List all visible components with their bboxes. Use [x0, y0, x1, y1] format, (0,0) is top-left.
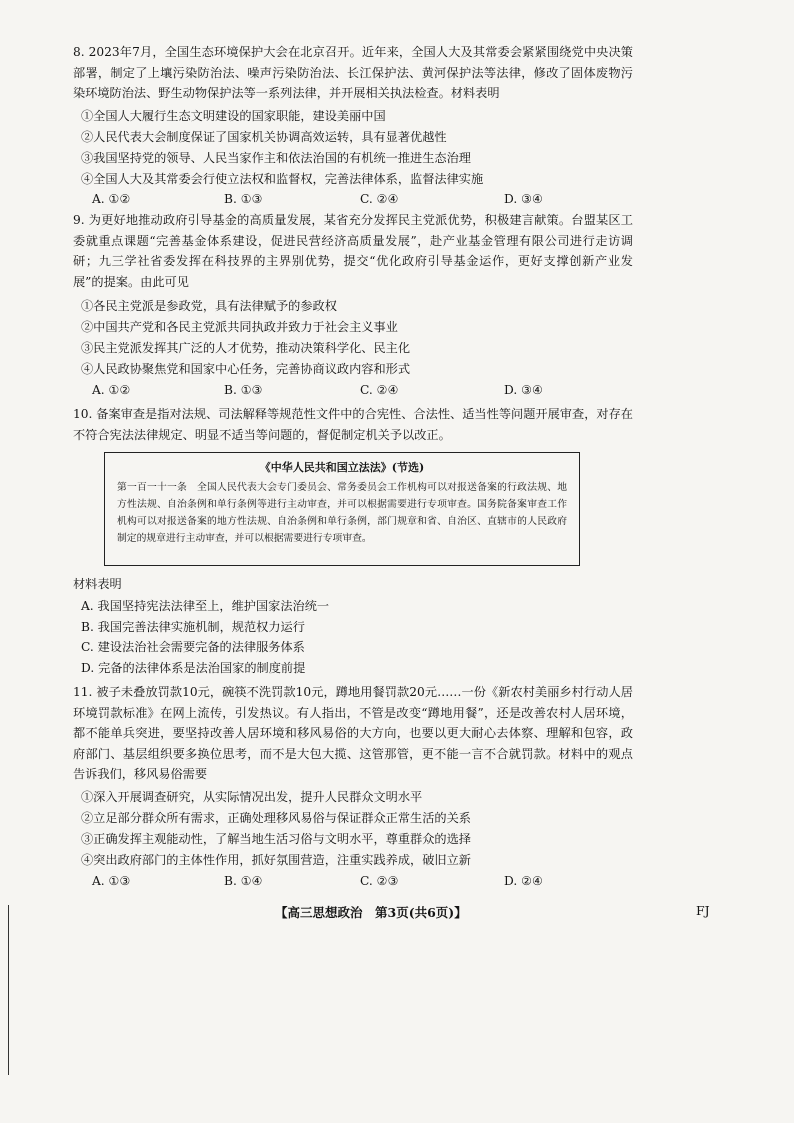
- q9-option-2: ②中国共产党和各民主党派共同执政并致力于社会主义事业: [81, 320, 398, 334]
- q11-stem: 11. 被子未叠放罚款10元，碗筷不洗罚款10元，蹲地用餐罚款20元……一份《新农村美丽乡村行动人居环境罚款标准》在网上流传，引发热议。有人指出，不管是改变“蹲地用餐”，还是改善农村人居环境，都不能单兵突进，要坚持改善人居环境和移风易俗的大方向，也要以更大耐心去体察、理解和包容，政府部门、基层组织要多换位思考，而不是大包大揽、这管那管，更不能一言不合就罚款。材料中的观点告诉我们，移风易俗需要: [73, 685, 633, 781]
- q10-lead: 材料表明: [73, 577, 122, 591]
- q10-option-a: A. 我国坚持宪法法律至上，维护国家法治统一: [81, 599, 330, 613]
- q8-choice-b: B. ①③: [224, 192, 263, 206]
- q8-choice-c: C. ②④: [360, 192, 399, 206]
- q11-option-4: ④突出政府部门的主体性作用，抓好氛围营造，注重实践养成，破旧立新: [81, 853, 471, 867]
- q8-choice-d: D. ③④: [504, 192, 543, 206]
- law-excerpt-box: [104, 452, 580, 566]
- q11-choice-d: D. ②④: [504, 874, 543, 888]
- q8-option-2: ②人民代表大会制度保证了国家机关协调高效运转，具有显著优越性: [81, 130, 447, 144]
- q9-option-3: ③民主党派发挥其广泛的人才优势，推动决策科学化、民主化: [81, 341, 411, 355]
- q9-option-4: ④人民政协聚焦党和国家中心任务，完善协商议政内容和形式: [81, 362, 411, 376]
- q11-choice-a: A. ①③: [92, 874, 131, 888]
- q9-choice-b: B. ①③: [224, 383, 263, 397]
- q11-option-1: ①深入开展调查研究，从实际情况出发，提升人民群众文明水平: [81, 790, 423, 804]
- page-footer-title: 【高三思想政治 第3页(共6页)】: [275, 905, 467, 920]
- q11-choice-b: B. ①④: [224, 874, 263, 888]
- page-footer-code: FJ: [696, 903, 710, 918]
- q10-stem: 10. 备案审查是指对法规、司法解释等规范性文件中的合宪性、合法性、适当性等问题开展审查，对存在不符合宪法法律规定、明显不适当等问题的，督促制定机关予以改正。: [73, 407, 633, 442]
- q9-option-1: ①各民主党派是参政党，具有法律赋予的参政权: [81, 299, 337, 313]
- q9-choice-a: A. ①②: [92, 383, 131, 397]
- scan-margin-line: [8, 905, 9, 1075]
- q8-option-3: ③我国坚持党的领导、人民当家作主和依法治国的有机统一推进生态治理: [81, 151, 471, 165]
- q11-option-3: ③正确发挥主观能动性，了解当地生活习俗与文明水平，尊重群众的选择: [81, 832, 471, 846]
- q10-option-b: B. 我国完善法律实施机制，规范权力运行: [81, 620, 305, 634]
- q9-choice-c: C. ②④: [360, 383, 399, 397]
- q10-option-c: C. 建设法治社会需要完备的法律服务体系: [81, 640, 305, 654]
- q8-option-4: ④全国人大及其常委会行使立法权和监督权，完善法律体系，监督法律实施: [81, 172, 484, 186]
- q9-stem: 9. 为更好地推动政府引导基金的高质量发展，某省充分发挥民主党派优势，积极建言献策。台盟某区工委就重点课题“完善基金体系建设，促进民营经济高质量发展”，赴产业基金管理有限公司进行走访调研；九三学社省委发挥在科技界的主界别优势，提交“优化政府引导基金运作，更好支撑创新产业发展”的提案。由此可见: [73, 213, 633, 289]
- law-excerpt-body: 第一百一十一条 全国人民代表大会专门委员会、常务委员会工作机构可以对报送备案的行政法规、地方性法规、自治条例和单行条例等进行主动审查，并可以根据需要进行专项审查。国务院备案审查工作机构可以对报送备案的地方性法规、自治条例和单行条例，部门规章和省、自治区、直辖市的人民政府制定的规章进行主动审查，并可以根据需要进行专项审查。: [117, 482, 567, 544]
- q8-choice-a: A. ①②: [92, 192, 131, 206]
- q8-option-1: ①全国人大履行生态文明建设的国家职能，建设美丽中国: [81, 109, 386, 123]
- law-excerpt-title: 《中华人民共和国立法法》(节选): [259, 461, 425, 474]
- q8-stem: 8. 2023年7月，全国生态环境保护大会在北京召开。近年来，全国人大及其常委会紧紧围绕党中央决策部署，制定了上壤污染防治法、噪声污染防治法、长江保护法、黄河保护法等法律，修改了固体废物污染环境防治法、野生动物保护法等一系列法律，并开展相关执法检查。材料表明: [73, 45, 633, 100]
- q11-option-2: ②立足部分群众所有需求，正确处理移风易俗与保证群众正常生活的关系: [81, 811, 471, 825]
- q11-choice-c: C. ②③: [360, 874, 399, 888]
- q9-choice-d: D. ③④: [504, 383, 543, 397]
- q10-option-d: D. 完备的法律体系是法治国家的制度前提: [81, 661, 306, 675]
